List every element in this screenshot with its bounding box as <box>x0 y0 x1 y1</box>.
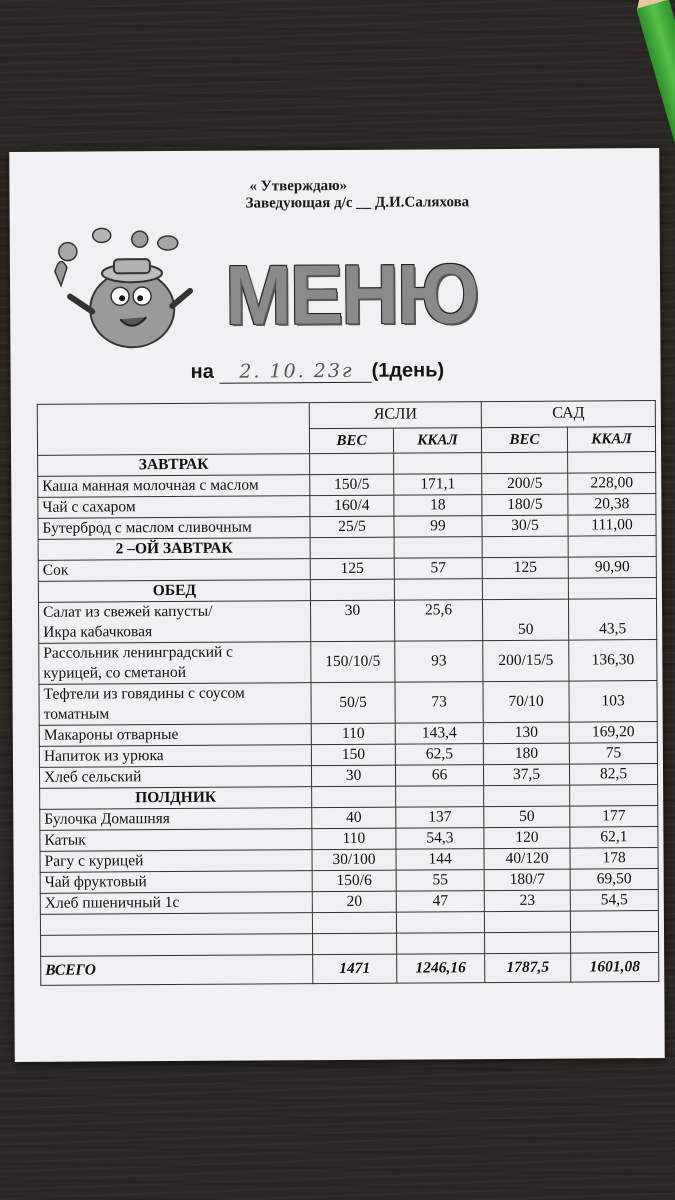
garden-weight: 130 <box>483 722 569 744</box>
nursery-kcal: 25,6 <box>394 600 482 642</box>
garden-weight: 200/15/5 <box>483 640 569 682</box>
header-nursery-kcal: ККАЛ <box>393 427 481 453</box>
garden-kcal: 169,20 <box>569 722 657 744</box>
garden-kcal: 82,5 <box>569 764 657 786</box>
approver-line: Заведующая д/с __ Д.И.Саляхова <box>245 194 470 212</box>
nursery-weight: 150/5 <box>310 474 394 496</box>
dish-name: Бутерброд с маслом сливочным <box>38 517 310 540</box>
dish-name <box>39 642 311 685</box>
garden-kcal: 178 <box>570 848 658 870</box>
garden-kcal: 136,30 <box>569 640 657 682</box>
nursery-weight: 150/10/5 <box>311 641 395 683</box>
day-label: (1день) <box>371 359 445 382</box>
garden-kcal: 75 <box>569 743 657 765</box>
total-garden-weight: 1787,5 <box>485 953 571 983</box>
nursery-weight: 125 <box>310 558 394 580</box>
nursery-weight: 50/5 <box>311 682 395 724</box>
nursery-weight: 25/5 <box>310 516 394 538</box>
dish-name: Хлеб сельский <box>39 766 311 789</box>
garden-weight: 180 <box>483 743 569 765</box>
dish-name: Чай фруктовый <box>40 871 312 894</box>
dish-line-1: Рассольник ленинградский с <box>43 643 234 662</box>
dish-line-2: томатным <box>43 705 110 723</box>
dish-name: Каша манная молочная с маслом <box>38 475 310 498</box>
garden-weight: 120 <box>484 827 570 849</box>
header-garden: САД <box>481 401 655 428</box>
total-nursery-kcal: 1246,16 <box>397 954 485 984</box>
garden-kcal: 69,50 <box>570 869 658 891</box>
garden-kcal: 103 <box>569 681 657 723</box>
nursery-kcal: 171,1 <box>394 474 482 496</box>
total-garden-kcal: 1601,08 <box>571 953 659 983</box>
header-garden-kcal: ККАЛ <box>567 426 655 452</box>
header-garden-weight: ВЕС <box>481 427 567 453</box>
menu-sheet <box>9 148 665 1062</box>
section-afternoon-snack: ПОЛДНИК <box>40 787 312 810</box>
nursery-weight: 110 <box>311 723 395 745</box>
nursery-weight: 40 <box>312 807 396 829</box>
header-nursery: ЯСЛИ <box>309 402 481 429</box>
dish-line-1: Тефтели из говядины с соусом <box>43 684 245 703</box>
section-breakfast: ЗАВТРАК <box>38 454 310 477</box>
garden-weight: 200/5 <box>482 473 568 495</box>
garden-kcal: 54,5 <box>570 890 658 912</box>
dish-line-1: Салат из свежей капусты/ <box>42 602 213 621</box>
section-second-breakfast: 2 –ОЙ ЗАВТРАК <box>38 538 310 561</box>
nursery-weight: 160/4 <box>310 495 394 517</box>
nursery-kcal: 57 <box>394 558 482 580</box>
garden-kcal: 90,90 <box>568 557 656 579</box>
date-prefix: на <box>190 360 214 383</box>
header-dish-cell <box>37 403 309 456</box>
garden-weight: 180/5 <box>482 494 568 516</box>
dish-line-2: Икра кабачковая <box>43 623 153 641</box>
garden-kcal: 177 <box>570 806 658 828</box>
pencil-body <box>636 0 675 143</box>
dish-name: Сок <box>38 559 310 582</box>
approval-line: « Утверждаю» <box>249 177 348 195</box>
menu-table <box>37 400 660 986</box>
garden-weight: 23 <box>484 890 570 912</box>
nursery-kcal: 93 <box>395 641 483 683</box>
total-label: ВСЕГО <box>41 955 313 986</box>
nursery-kcal: 99 <box>394 516 482 538</box>
pencil <box>628 0 675 124</box>
garden-weight: 70/10 <box>483 681 569 723</box>
dish-line-2: курицей, со сметаной <box>43 663 187 682</box>
garden-weight: 125 <box>482 557 568 579</box>
garden-weight: 180/7 <box>484 869 570 891</box>
garden-kcal: 111,00 <box>568 515 656 537</box>
nursery-weight: 30 <box>311 765 395 787</box>
nursery-kcal: 73 <box>395 682 483 724</box>
dish-name <box>39 683 311 726</box>
dish-name: Катык <box>40 829 312 852</box>
table-header-groups <box>37 401 655 430</box>
table-row <box>39 640 657 685</box>
date-line <box>191 359 445 384</box>
garden-weight: 40/120 <box>484 848 570 870</box>
nursery-kcal: 144 <box>396 849 484 871</box>
menu-title: МЕНЮ <box>224 246 478 342</box>
table-row <box>38 599 656 644</box>
garden-kcal: 228,00 <box>568 473 656 495</box>
dish-name: Рагу с курицей <box>40 850 312 873</box>
dish-name: Хлеб пшеничный 1с <box>40 892 312 915</box>
garden-weight: 50 <box>482 599 568 641</box>
nursery-kcal: 47 <box>396 891 484 913</box>
dish-name: Булочка Домашняя <box>40 808 312 831</box>
garden-weight: 50 <box>484 806 570 828</box>
nursery-kcal: 18 <box>394 495 482 517</box>
garden-kcal: 20,38 <box>568 494 656 516</box>
header-nursery-weight: ВЕС <box>309 428 393 454</box>
dish-name: Чай с сахаром <box>38 496 310 519</box>
nursery-weight: 150 <box>311 744 395 766</box>
garden-weight: 30/5 <box>482 515 568 537</box>
nursery-weight: 30/100 <box>312 849 396 871</box>
nursery-weight: 30 <box>310 600 394 642</box>
table-row <box>39 681 657 726</box>
garden-kcal: 62,1 <box>570 827 658 849</box>
garden-kcal: 43,5 <box>568 599 656 641</box>
garden-weight: 37,5 <box>483 764 569 786</box>
section-lunch: ОБЕД <box>38 580 310 603</box>
total-row <box>41 953 659 986</box>
dish-name: Макароны отварные <box>39 724 311 747</box>
total-nursery-weight: 1471 <box>313 954 397 984</box>
nursery-kcal: 66 <box>395 765 483 787</box>
nursery-weight: 20 <box>312 891 396 913</box>
nursery-weight: 110 <box>312 828 396 850</box>
dish-name: Напиток из урюка <box>39 745 311 768</box>
nursery-kcal: 55 <box>396 870 484 892</box>
nursery-kcal: 62,5 <box>395 744 483 766</box>
handwritten-date: 2. 10. 23г <box>219 360 371 384</box>
nursery-weight: 150/6 <box>312 870 396 892</box>
dish-name <box>38 601 310 644</box>
smeshariki-mascot-illustration <box>40 221 201 352</box>
nursery-kcal: 137 <box>396 807 484 829</box>
nursery-kcal: 54,3 <box>396 828 484 850</box>
nursery-kcal: 143,4 <box>395 723 483 745</box>
